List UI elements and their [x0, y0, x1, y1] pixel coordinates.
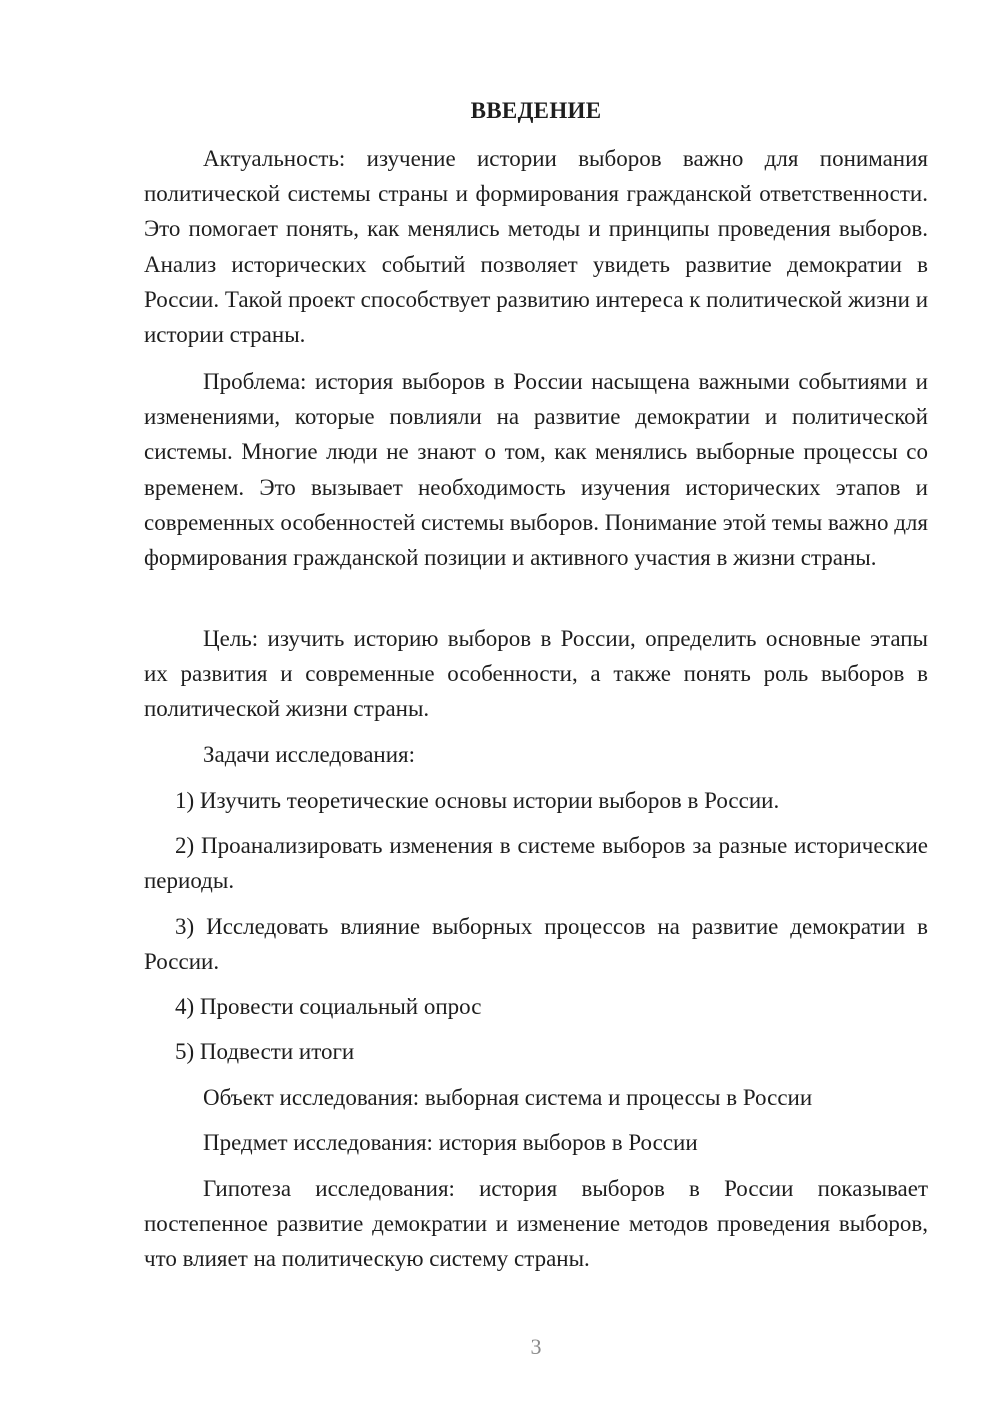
page-number: 3: [530, 1334, 542, 1359]
task-item-5: 5) Подвести итоги: [175, 1039, 355, 1064]
task-item-4: 4) Провести социальный опрос: [175, 994, 482, 1019]
paragraph-relevance: Актуальность: изучение истории выборов важно для понимания политической системы страны и формирования гражданской ответственности. Это помогает понять, как менялись методы и принципы проведения выборов. Анализ исторических событий позволяет увидеть развитие демократии в России. Такой проект способствует развитию интереса к политической жизни и истории страны.: [144, 146, 928, 348]
paragraph-tasks-title: Задачи исследования:: [203, 742, 416, 767]
research-subject: Предмет исследования: история выборов в России: [203, 1130, 698, 1155]
task-item-1: 1) Изучить теоретические основы истории выборов в России.: [175, 788, 780, 813]
section-heading: ВВЕДЕНИЕ: [470, 98, 602, 123]
paragraph-problem: Проблема: история выборов в России насыщена важными событиями и изменениями, которые повлияли на развитие демократии и политической системы. Многие люди не знают о том, как менялись выборные процессы со временем. Это вызывает необходимость изучения исторических этапов и современных особенностей системы выборов. Понимание этой темы важно для формирования гражданской позиции и активного участия в жизни страны.: [144, 369, 928, 571]
task-item-3: 3) Исследовать влияние выборных процессов на развитие демократии в России.: [144, 914, 928, 975]
task-item-2: 2) Проанализировать изменения в системе выборов за разные исторические периоды.: [144, 833, 928, 894]
research-object: Объект исследования: выборная система и процессы в России: [203, 1085, 813, 1110]
research-hypothesis: Гипотеза исследования: история выборов в России показывает постепенное развитие демократии и изменение методов проведения выборов, что влияет на политическую систему страны.: [144, 1176, 928, 1272]
paragraph-goal: Цель: изучить историю выборов в России, определить основные этапы их развития и современные особенности, а также понять роль выборов в политической жизни страны.: [144, 626, 928, 722]
